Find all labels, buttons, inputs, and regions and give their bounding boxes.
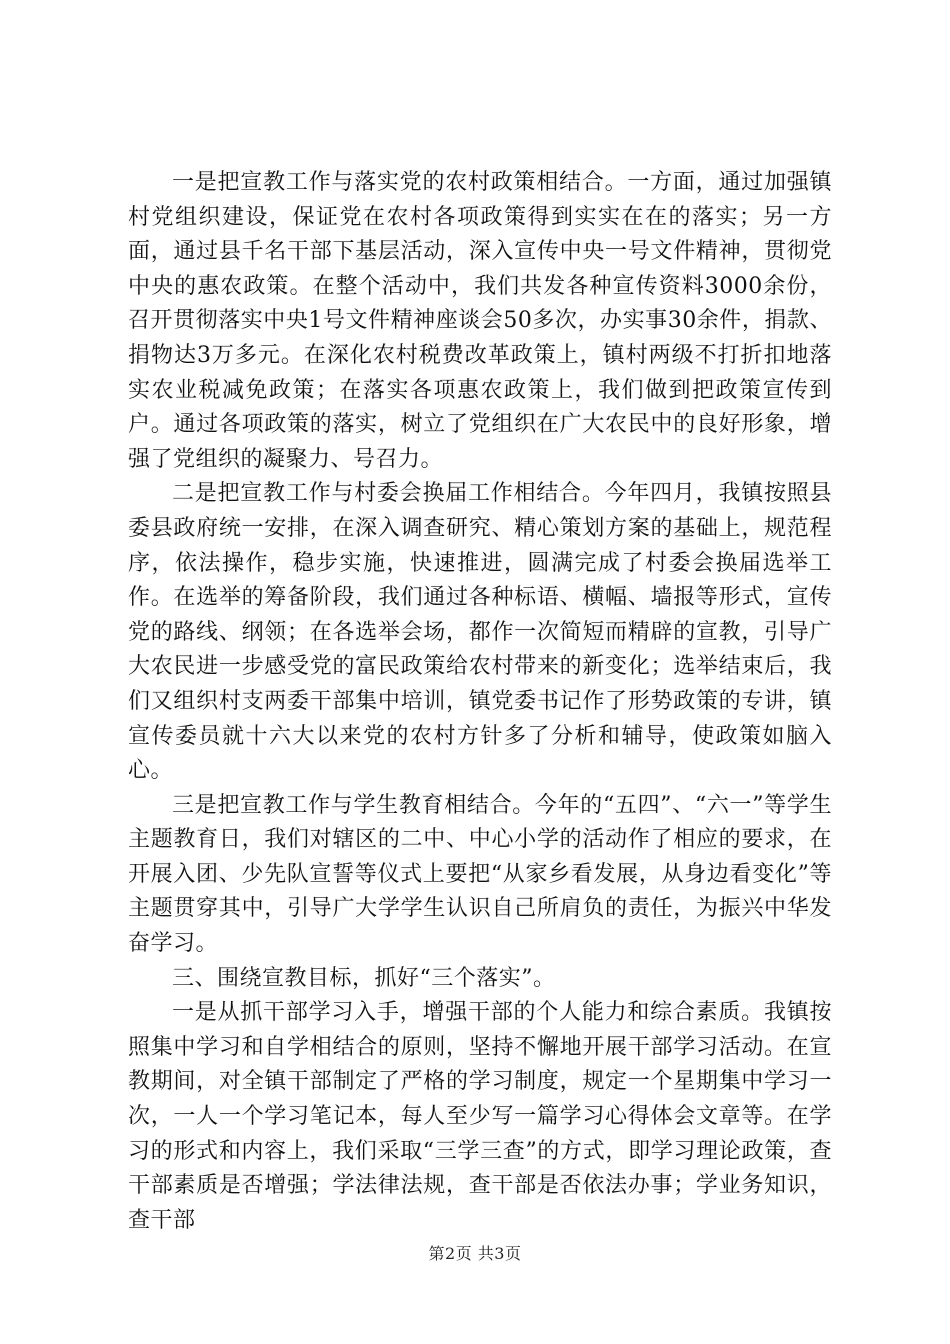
paragraph-1: 一是把宣教工作与落实党的农村政策相结合。一方面，通过加强镇村党组织建设，保证党在农村各项政策得到实实在在的落实；另一方面，通过县千名干部下基层活动，深入宣传中央一号文件精神，贯彻党中央的惠农政策。在整个活动中，我们共发各种宣传资料3000余份，召开贯彻落实中央1号文件精神座谈会50多次，办实事30余件，捐款、捐物达3万多元。在深化农村税费改革政策上，镇村两级不打折扣地落实农业税减免政策；在落实各项惠农政策上，我们做到把政策宣传到户。通过各项政策的落实，树立了党组织在广大农民中的良好形象，增强了党组织的凝聚力、号召力。 (128, 170, 832, 472)
page-total: 共3页 (477, 1244, 522, 1263)
paragraph-4: 一是从抓干部学习入手，增强干部的个人能力和综合素质。我镇按照集中学习和自学相结合的原则，坚持不懈地开展干部学习活动。在宣教期间，对全镇干部制定了严格的学习制度，规定一个星期集中学习一次，一人一个学习笔记本，每人至少写一篇学习心得体会文章等。在学习的形式和内容上，我们采取“三学三查”的方式，即学习理论政策，查干部素质是否增强；学法律法规，查干部是否依法办事；学业务知识，查干部 (128, 1000, 832, 1233)
paragraph-3: 三是把宣教工作与学生教育相结合。今年的“五四”、“六一”等学生主题教育日，我们对辖区的二中、中心小学的活动作了相应的要求，在开展入团、少先队宣誓等仪式上要把“从家乡看发展，从身边看变化”等主题贯穿其中，引导广大学学生认识自己所肩负的责任，为振兴中华发奋学习。 (128, 792, 832, 957)
page-number: 第2页 (428, 1244, 473, 1263)
document-body (128, 166, 832, 1238)
section-heading: 三、围绕宣教目标，抓好“三个落实”。 (172, 965, 556, 991)
page-footer (0, 1244, 950, 1264)
paragraph-2: 二是把宣教工作与村委会换届工作相结合。今年四月，我镇按照县委县政府统一安排，在深入调查研究、精心策划方案的基础上，规范程序，依法操作，稳步实施，快速推进，圆满完成了村委会换届选举工作。在选举的筹备阶段，我们通过各种标语、横幅、墙报等形式，宣传党的路线、纲领；在各选举会场，都作一次简短而精辟的宣教，引导广大农民进一步感受党的富民政策给农村带来的新变化；选举结束后，我们又组织村支两委干部集中培训，镇党委书记作了形势政策的专讲，镇宣传委员就十六大以来党的农村方针多了分析和辅导，使政策如脑入心。 (128, 481, 832, 784)
